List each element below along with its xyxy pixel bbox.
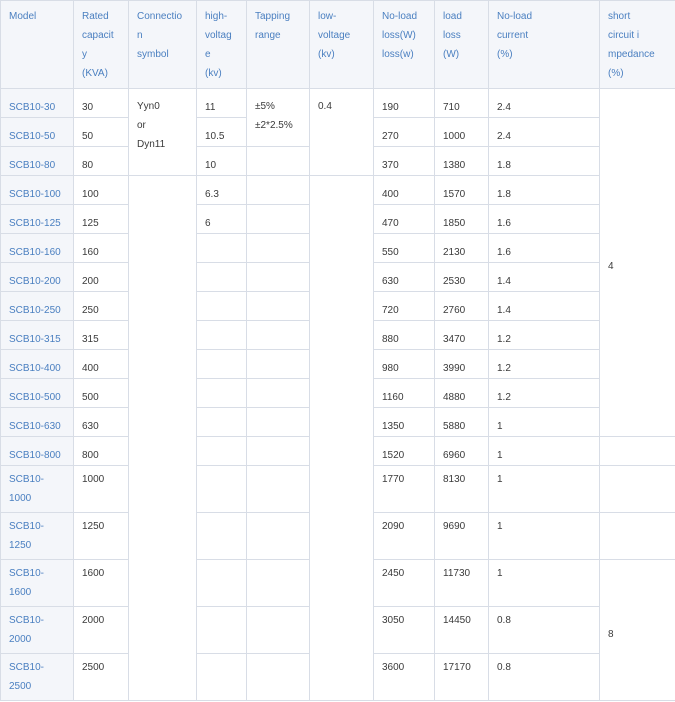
tapping-range-empty [247,466,310,513]
no-load-current-cell: 2.4 [489,89,600,118]
model-cell: SCB10-160 [1,234,74,263]
load-loss-cell: 17170 [435,654,489,701]
header-row [1,1,675,89]
tapping-range-empty [247,560,310,607]
header-load-loss: load loss (W) [435,1,489,89]
model-cell: SCB10- 1000 [1,466,74,513]
no-load-current-cell: 1.4 [489,292,600,321]
rated-capacity-cell: 1600 [74,560,129,607]
load-loss-cell: 1570 [435,176,489,205]
no-load-loss-cell: 1350 [374,408,435,437]
impedance-empty [600,513,675,560]
tapping-range-empty [247,263,310,292]
rated-capacity-cell: 630 [74,408,129,437]
model-cell: SCB10- 1250 [1,513,74,560]
no-load-loss-cell: 190 [374,89,435,118]
header-model: Model [1,1,74,89]
rated-capacity-cell: 80 [74,147,129,176]
load-loss-cell: 4880 [435,379,489,408]
high-voltage-empty [197,234,247,263]
load-loss-cell: 3990 [435,350,489,379]
tapping-range-empty [247,234,310,263]
header-rated-capacity: Rated capacit y (KVA) [74,1,129,89]
model-cell: SCB10- 2500 [1,654,74,701]
header-low-voltage: low- voltage (kv) [310,1,374,89]
model-cell: SCB10-125 [1,205,74,234]
rated-capacity-cell: 2000 [74,607,129,654]
tapping-range-empty [247,437,310,466]
tapping-range-empty [247,408,310,437]
no-load-current-cell: 1.2 [489,321,600,350]
rated-capacity-cell: 50 [74,118,129,147]
model-cell: SCB10-30 [1,89,74,118]
impedance-empty [600,437,675,466]
no-load-loss-cell: 720 [374,292,435,321]
tapping-range-empty [247,321,310,350]
high-voltage-empty [197,466,247,513]
model-cell: SCB10-400 [1,350,74,379]
high-voltage-cell: 6.3 [197,176,247,205]
high-voltage-empty [197,408,247,437]
tapping-range-empty [247,205,310,234]
high-voltage-empty [197,350,247,379]
high-voltage-cell: 11 [197,89,247,118]
rated-capacity-cell: 315 [74,321,129,350]
no-load-loss-cell: 1160 [374,379,435,408]
rated-capacity-cell: 100 [74,176,129,205]
no-load-current-cell: 2.4 [489,118,600,147]
no-load-current-cell: 1.6 [489,205,600,234]
load-loss-cell: 1000 [435,118,489,147]
rated-capacity-cell: 30 [74,89,129,118]
tapping-range-empty [247,350,310,379]
no-load-current-cell: 1 [489,437,600,466]
no-load-loss-cell: 2450 [374,560,435,607]
model-cell: SCB10-800 [1,437,74,466]
no-load-current-cell: 0.8 [489,654,600,701]
no-load-current-cell: 0.8 [489,607,600,654]
load-loss-cell: 2130 [435,234,489,263]
load-loss-cell: 6960 [435,437,489,466]
no-load-loss-cell: 1770 [374,466,435,513]
model-cell: SCB10-100 [1,176,74,205]
low-voltage-empty [310,176,374,701]
load-loss-cell: 8130 [435,466,489,513]
no-load-loss-cell: 270 [374,118,435,147]
connection-symbol-cell: Yyn0 or Dyn11 [129,89,197,176]
rated-capacity-cell: 250 [74,292,129,321]
load-loss-cell: 1850 [435,205,489,234]
load-loss-cell: 710 [435,89,489,118]
load-loss-cell: 2760 [435,292,489,321]
no-load-current-cell: 1.8 [489,147,600,176]
no-load-current-cell: 1 [489,513,600,560]
no-load-current-cell: 1 [489,466,600,513]
impedance-empty [600,466,675,513]
load-loss-cell: 9690 [435,513,489,560]
tapping-range-empty [247,147,310,176]
header-high-voltage: high- voltag e (kv) [197,1,247,89]
no-load-loss-cell: 630 [374,263,435,292]
load-loss-cell: 14450 [435,607,489,654]
high-voltage-empty [197,379,247,408]
tapping-range-empty [247,379,310,408]
no-load-loss-cell: 1520 [374,437,435,466]
header-connection-symbol: Connectio n symbol [129,1,197,89]
rated-capacity-cell: 125 [74,205,129,234]
load-loss-cell: 3470 [435,321,489,350]
no-load-loss-cell: 3050 [374,607,435,654]
high-voltage-empty [197,560,247,607]
model-cell: SCB10-630 [1,408,74,437]
table-row [1,89,675,118]
high-voltage-empty [197,607,247,654]
no-load-loss-cell: 400 [374,176,435,205]
model-cell: SCB10-80 [1,147,74,176]
load-loss-cell: 2530 [435,263,489,292]
rated-capacity-cell: 500 [74,379,129,408]
high-voltage-cell: 6 [197,205,247,234]
rated-capacity-cell: 160 [74,234,129,263]
model-cell: SCB10- 1600 [1,560,74,607]
model-cell: SCB10-50 [1,118,74,147]
tapping-range-cell: ±5% ±2*2.5% [247,89,310,147]
high-voltage-cell: 10 [197,147,247,176]
no-load-current-cell: 1.2 [489,379,600,408]
no-load-loss-cell: 550 [374,234,435,263]
model-cell: SCB10-250 [1,292,74,321]
no-load-current-cell: 1.8 [489,176,600,205]
table-row [1,176,675,205]
high-voltage-cell: 10.5 [197,118,247,147]
rated-capacity-cell: 2500 [74,654,129,701]
header-impedance: short circuit i mpedance (%) [600,1,675,89]
no-load-current-cell: 1.6 [489,234,600,263]
no-load-current-cell: 1 [489,408,600,437]
no-load-current-cell: 1.4 [489,263,600,292]
load-loss-cell: 1380 [435,147,489,176]
model-cell: SCB10-315 [1,321,74,350]
no-load-loss-cell: 2090 [374,513,435,560]
no-load-loss-cell: 370 [374,147,435,176]
high-voltage-empty [197,654,247,701]
no-load-loss-cell: 3600 [374,654,435,701]
header-no-load-current: No-load current (%) [489,1,600,89]
impedance-cell-high: 8 [600,560,675,701]
high-voltage-empty [197,292,247,321]
tapping-range-empty [247,513,310,560]
load-loss-cell: 5880 [435,408,489,437]
model-cell: SCB10- 2000 [1,607,74,654]
load-loss-cell: 11730 [435,560,489,607]
rated-capacity-cell: 200 [74,263,129,292]
header-no-load-loss: No-load loss(W) loss(w) [374,1,435,89]
tapping-range-empty [247,607,310,654]
high-voltage-empty [197,321,247,350]
connection-symbol-empty [129,176,197,701]
model-cell: SCB10-500 [1,379,74,408]
rated-capacity-cell: 1000 [74,466,129,513]
model-cell: SCB10-200 [1,263,74,292]
tapping-range-empty [247,176,310,205]
header-tapping-range: Tapping range [247,1,310,89]
no-load-loss-cell: 880 [374,321,435,350]
tapping-range-empty [247,654,310,701]
no-load-loss-cell: 980 [374,350,435,379]
high-voltage-empty [197,437,247,466]
rated-capacity-cell: 400 [74,350,129,379]
rated-capacity-cell: 1250 [74,513,129,560]
low-voltage-cell: 0.4 [310,89,374,176]
impedance-cell-low: 4 [600,89,675,437]
no-load-loss-cell: 470 [374,205,435,234]
rated-capacity-cell: 800 [74,437,129,466]
high-voltage-empty [197,513,247,560]
high-voltage-empty [197,263,247,292]
tapping-range-empty [247,292,310,321]
no-load-current-cell: 1.2 [489,350,600,379]
no-load-current-cell: 1 [489,560,600,607]
